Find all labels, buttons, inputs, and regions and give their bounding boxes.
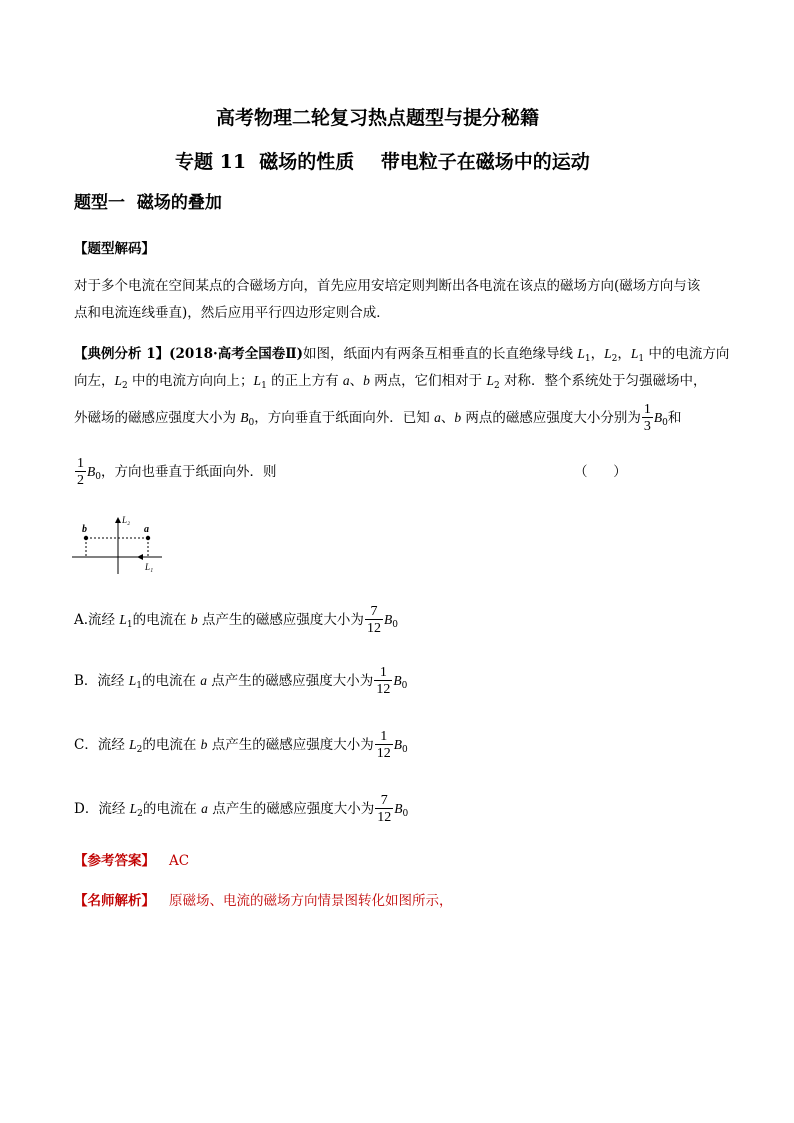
- text: 、: [349, 373, 364, 389]
- symbol-a: a: [200, 673, 208, 688]
- example-line-3: [74, 398, 681, 443]
- wire-figure: [72, 510, 172, 580]
- option-a: [74, 600, 398, 645]
- sub: 0: [95, 472, 101, 482]
- symbol-B0: B: [653, 410, 663, 425]
- numerator: 1: [643, 402, 651, 417]
- sub: 1: [261, 381, 267, 391]
- symbol-L1: L: [128, 673, 137, 688]
- text: 的电流在: [141, 673, 201, 689]
- sub: 0: [392, 620, 398, 630]
- symbol-L1: L: [630, 346, 639, 361]
- symbol-L2: L: [129, 737, 137, 752]
- text: 如图，纸面内有两条互相垂直的长直绝缘导线: [303, 346, 578, 362]
- text: 外磁场的磁感应强度大小为: [74, 410, 241, 426]
- sub: 2: [136, 745, 143, 755]
- example-line-1: [74, 344, 729, 369]
- symbol-b: b: [454, 410, 462, 425]
- decode-tag: 【题型解码】: [74, 241, 155, 257]
- fraction-one-third: [642, 403, 653, 434]
- numerator: 1: [379, 665, 387, 680]
- answer-value: AC: [169, 853, 190, 869]
- sub: 1: [126, 620, 133, 630]
- sub: 1: [638, 354, 645, 364]
- numerator: 1: [380, 729, 388, 744]
- fraction-one-half: [75, 457, 86, 488]
- answer-tag: 【参考答案】: [74, 853, 155, 869]
- text: 点产生的磁感应强度大小为: [207, 801, 375, 817]
- symbol-B0: B: [87, 464, 96, 479]
- subtitle: 专题 11 磁场的性质 带电粒子在磁场中的运动: [175, 151, 590, 173]
- symbol-a: a: [342, 373, 350, 388]
- numerator: 7: [370, 604, 378, 619]
- text: ，方向也垂直于纸面向外．则: [100, 464, 277, 480]
- section-title: 题型一 磁场的叠加: [74, 193, 222, 213]
- label-b: b: [82, 524, 87, 535]
- text: 中的电流方向向上；: [127, 373, 254, 389]
- text: 的电流在: [142, 801, 202, 817]
- symbol-a: a: [434, 410, 441, 425]
- text: ，: [590, 346, 605, 362]
- answer-line: [74, 851, 189, 871]
- denominator: 12: [377, 810, 392, 825]
- example-source: (2018·高考全国卷Ⅱ): [169, 346, 304, 362]
- text: 的电流在: [142, 737, 201, 753]
- decode-line-1: 对于多个电流在空间某点的合磁场方向，首先应用安培定则判断出各电流在该点的磁场方向(磁场方向与该: [74, 278, 701, 294]
- symbol-L2: L: [129, 801, 138, 816]
- symbol-B0: B: [393, 673, 402, 688]
- option-b: [74, 661, 407, 706]
- label-L2: L₂: [122, 515, 131, 525]
- sub: 0: [402, 809, 409, 819]
- fraction-one-twelfth: [375, 730, 393, 761]
- sub: 2: [611, 354, 618, 364]
- text: ，方向垂直于纸面向外．已知: [254, 410, 435, 426]
- text: 点产生的磁感应强度大小为: [197, 612, 364, 628]
- main-title: 高考物理二轮复习热点题型与提分秘籍: [216, 107, 540, 129]
- point-a: [146, 536, 150, 540]
- sub: 0: [401, 745, 408, 755]
- symbol-b: b: [363, 373, 370, 388]
- denominator: 12: [376, 682, 391, 697]
- sub: 1: [584, 354, 591, 364]
- symbol-b: b: [200, 737, 208, 752]
- text: 对称．整个系统处于匀强磁场中，: [499, 373, 707, 389]
- option-d: [74, 789, 408, 834]
- example-line-4: [74, 452, 276, 497]
- example-tag: 【典例分析 1】: [74, 346, 170, 362]
- text: A.流经: [74, 612, 120, 628]
- denominator: 12: [376, 746, 391, 761]
- analysis-line: [74, 891, 453, 911]
- text: ，: [617, 346, 631, 362]
- symbol-B0: B: [240, 410, 249, 425]
- text: 和: [667, 410, 682, 426]
- text: 中的电流方向: [644, 346, 730, 362]
- sub: 2: [137, 809, 143, 819]
- text: 两点的磁感应强度大小分别为: [461, 410, 641, 426]
- sub: 0: [248, 418, 255, 428]
- symbol-L1: L: [119, 612, 127, 627]
- numerator: 1: [77, 456, 84, 471]
- fraction-seven-twelfths: [365, 605, 383, 636]
- sub: 2: [494, 381, 500, 391]
- symbol-B0: B: [394, 801, 403, 816]
- answer-bracket: （ ）: [574, 464, 627, 480]
- numerator: 7: [380, 793, 388, 808]
- text: B．流经: [74, 673, 129, 689]
- text: 两点，它们相对于: [369, 373, 487, 389]
- text: C．流经: [74, 737, 130, 753]
- denominator: 2: [77, 473, 84, 488]
- sub: 0: [401, 681, 408, 691]
- analysis-tag: 【名师解析】: [74, 893, 155, 909]
- sub: 1: [136, 681, 142, 691]
- symbol-B0: B: [393, 737, 402, 752]
- text: 点产生的磁感应强度大小为: [207, 673, 374, 689]
- fraction-seven-twelfths: [375, 794, 393, 825]
- text: 、: [440, 410, 455, 426]
- text: 点产生的磁感应强度大小为: [207, 737, 374, 753]
- option-c: [74, 725, 408, 770]
- symbol-L1: L: [253, 373, 262, 388]
- denominator: 3: [643, 419, 651, 434]
- text: 的正上方有: [266, 373, 343, 389]
- text: 向左，: [74, 373, 115, 389]
- text: D．流经: [74, 801, 130, 817]
- sub: 0: [662, 418, 668, 428]
- point-b: [84, 536, 88, 540]
- decode-line-2: 点和电流连线垂直)，然后应用平行四边形定则合成．: [74, 305, 390, 321]
- denominator: 12: [366, 621, 381, 636]
- symbol-b: b: [190, 612, 198, 627]
- example-line-2: [74, 371, 707, 396]
- symbol-B0: B: [383, 612, 393, 627]
- analysis-text: 原磁场、电流的磁场方向情景图转化如图所示，: [169, 893, 453, 909]
- fraction-one-twelfth: [374, 666, 392, 697]
- sub: 2: [122, 381, 128, 391]
- label-L1: L₁: [145, 562, 154, 572]
- symbol-L1: L: [577, 346, 585, 361]
- text: 的电流在: [132, 612, 191, 628]
- symbol-L2: L: [114, 373, 123, 388]
- label-a: a: [144, 524, 149, 535]
- symbol-a: a: [201, 801, 208, 816]
- symbol-L2: L: [486, 373, 494, 388]
- symbol-L2: L: [604, 346, 612, 361]
